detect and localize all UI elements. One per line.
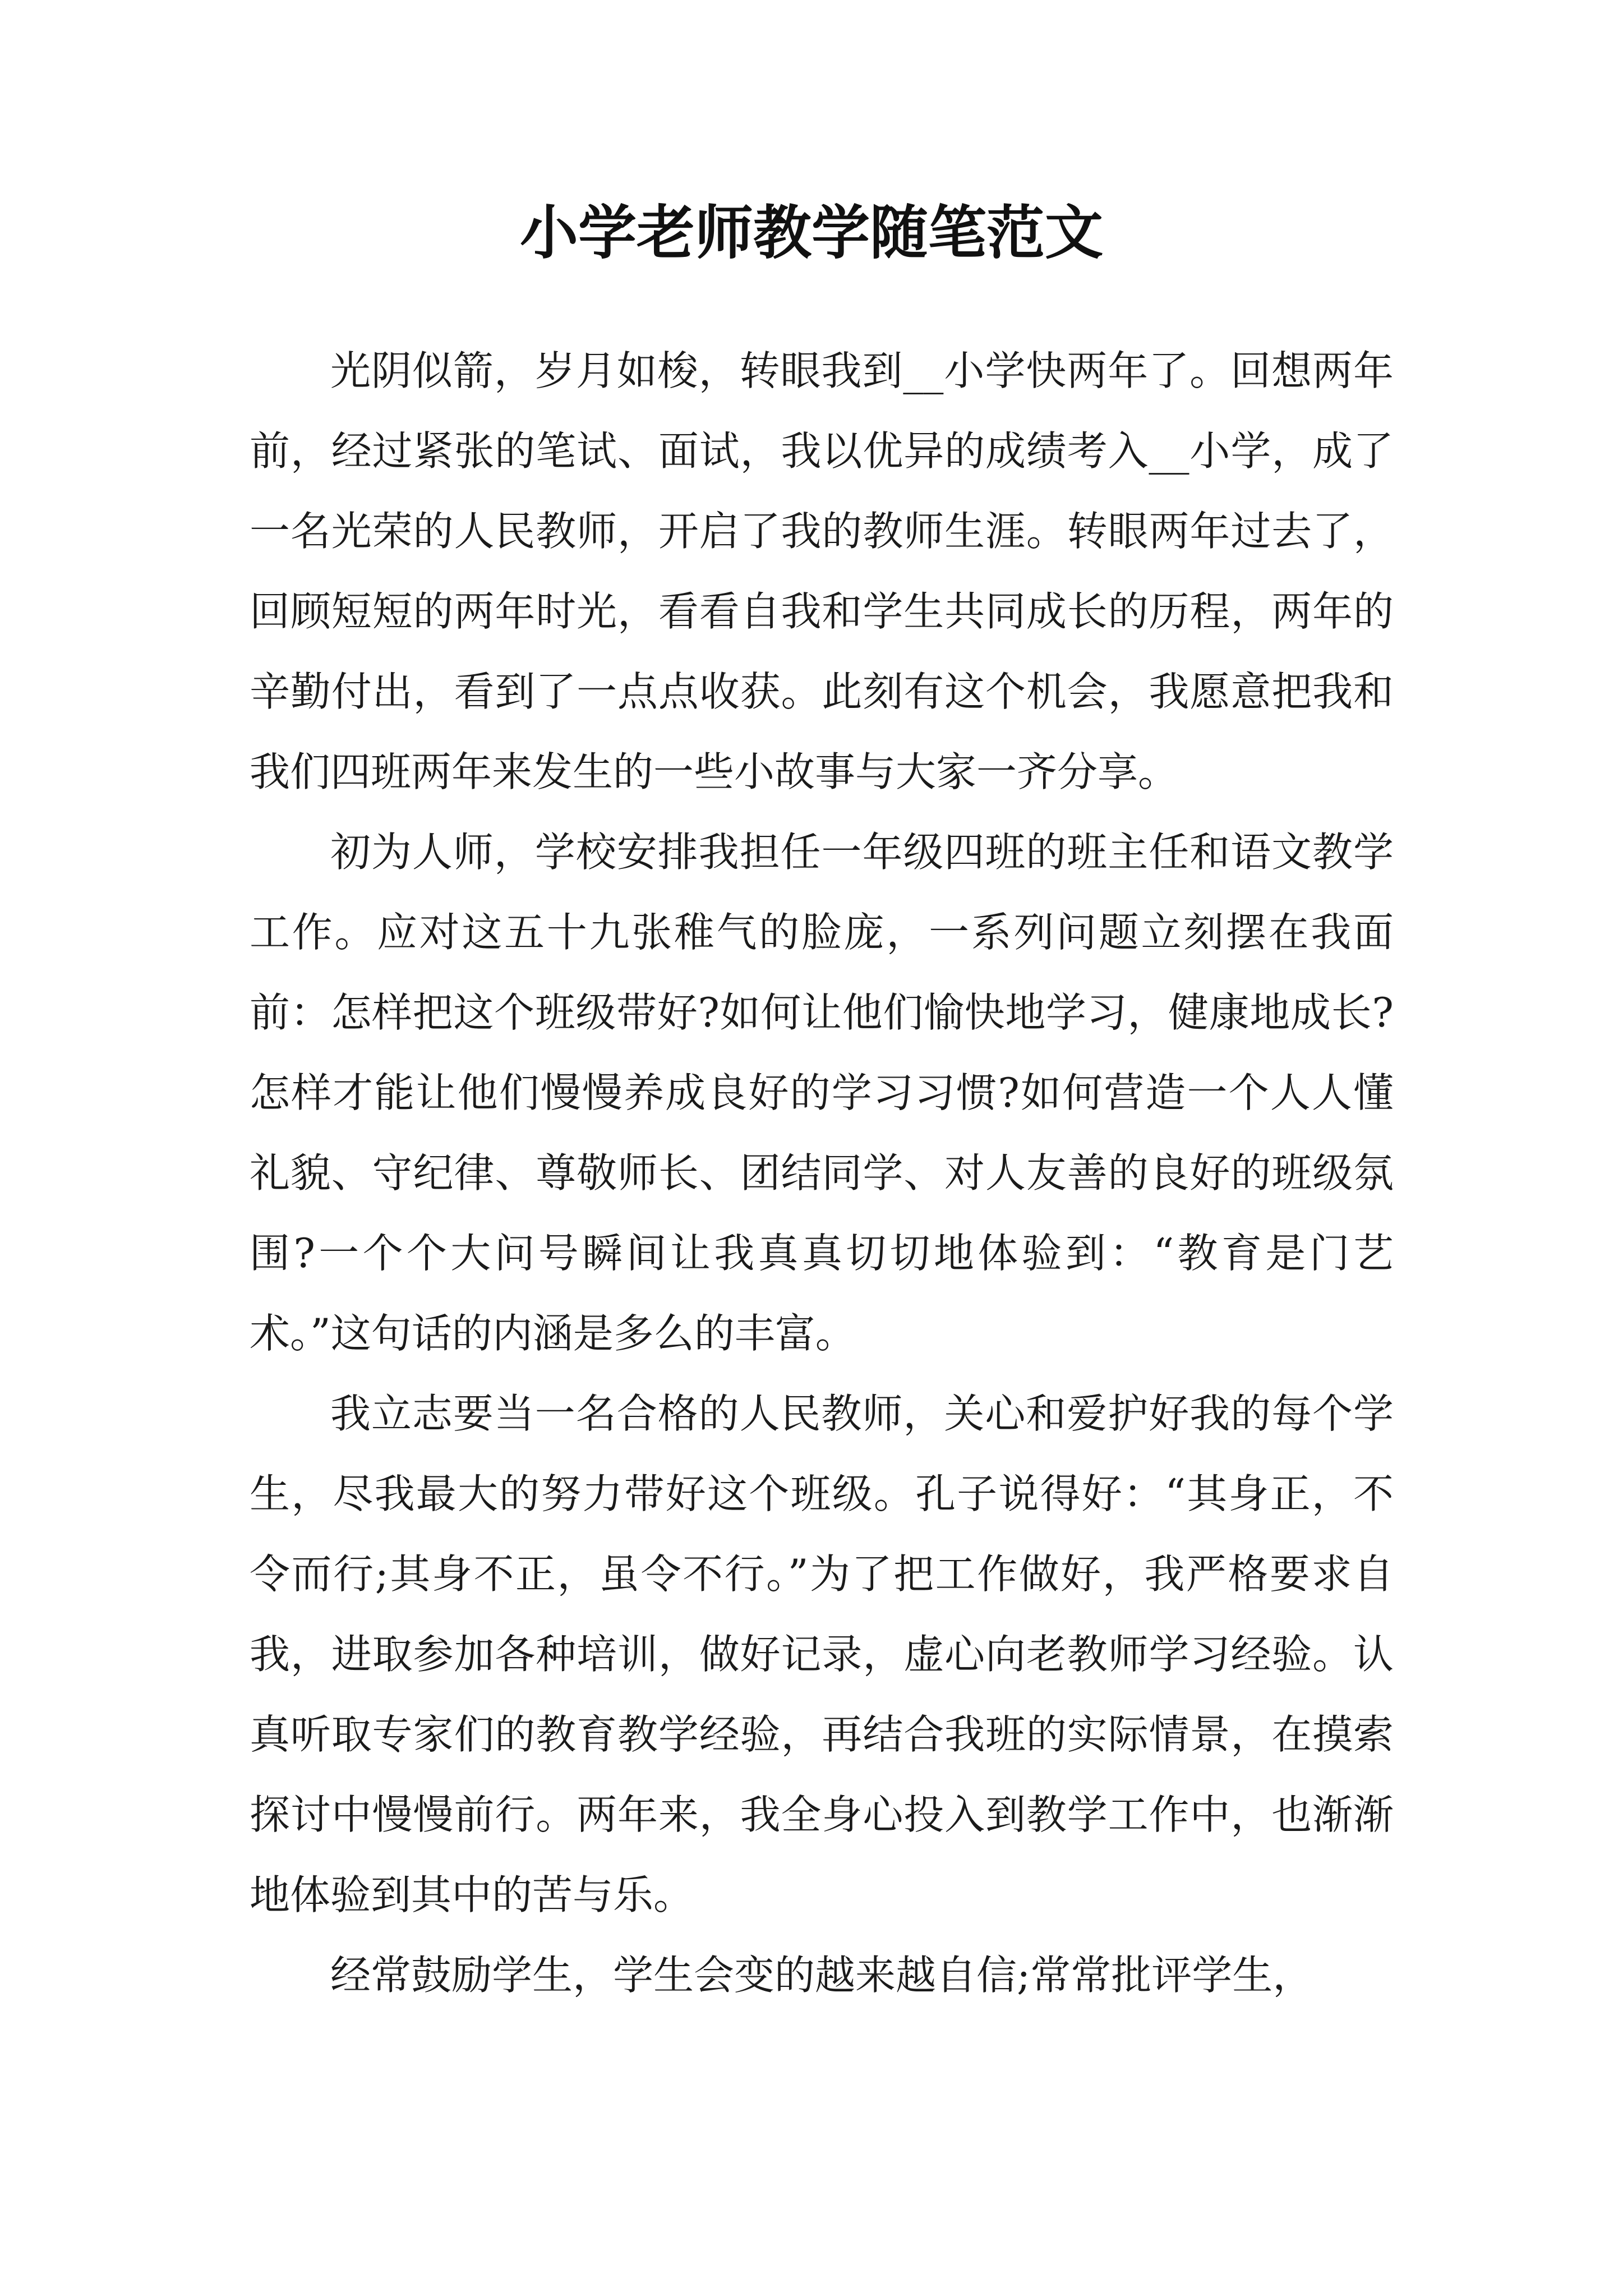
paragraph-2: 初为人师，学校安排我担任一年级四班的班主任和语文教学工作。应对这五十九张稚气的脸庞，一系列问题立刻摆在我面前：怎样把这个班级带好?如何让他们愉快地学习，健康地成长?怎样才能让他们慢慢养成良好的学习习惯?如何营造一个人人懂礼貌、守纪律、尊敬师长、团结同学、对人友善的良好的班级氛围?一个个大问号瞬间让我真真切切地体验到：“教育是门艺术。”这句话的内涵是多么的丰富。 bbox=[250, 829, 1394, 1357]
paragraph-3: 我立志要当一名合格的人民教师，关心和爱护好我的每个学生，尽我最大的努力带好这个班级。孔子说得好：“其身正，不令而行;其身不正，虽令不行。”为了把工作做好，我严格要求自我，进取参加各种培训，做好记录，虚心向老教师学习经验。认真听取专家们的教育教学经验，再结合我班的实际情景，在摸索探讨中慢慢前行。两年来，我全身心投入到教学工作中，也渐渐地体验到其中的苦与乐。 bbox=[250, 1390, 1394, 1918]
document-body bbox=[250, 331, 1394, 2016]
paragraph-4: 经常鼓励学生，学生会变的越来越自信;常常批评学生， bbox=[330, 1952, 1313, 1999]
document-title: 小学老师教学随笔范文 bbox=[519, 198, 1103, 267]
paragraph-1: 光阴似箭，岁月如梭，转眼我到__小学快两年了。回想两年前，经过紧张的笔试、面试，我以优异的成绩考入__小学，成了一名光荣的人民教师，开启了我的教师生涯。转眼两年过去了，回顾短短的两年时光，看看自我和学生共同成长的历程，两年的辛勤付出，看到了一点点收获。此刻有这个机会，我愿意把我和我们四班两年来发生的一些小故事与大家一齐分享。 bbox=[250, 347, 1394, 795]
